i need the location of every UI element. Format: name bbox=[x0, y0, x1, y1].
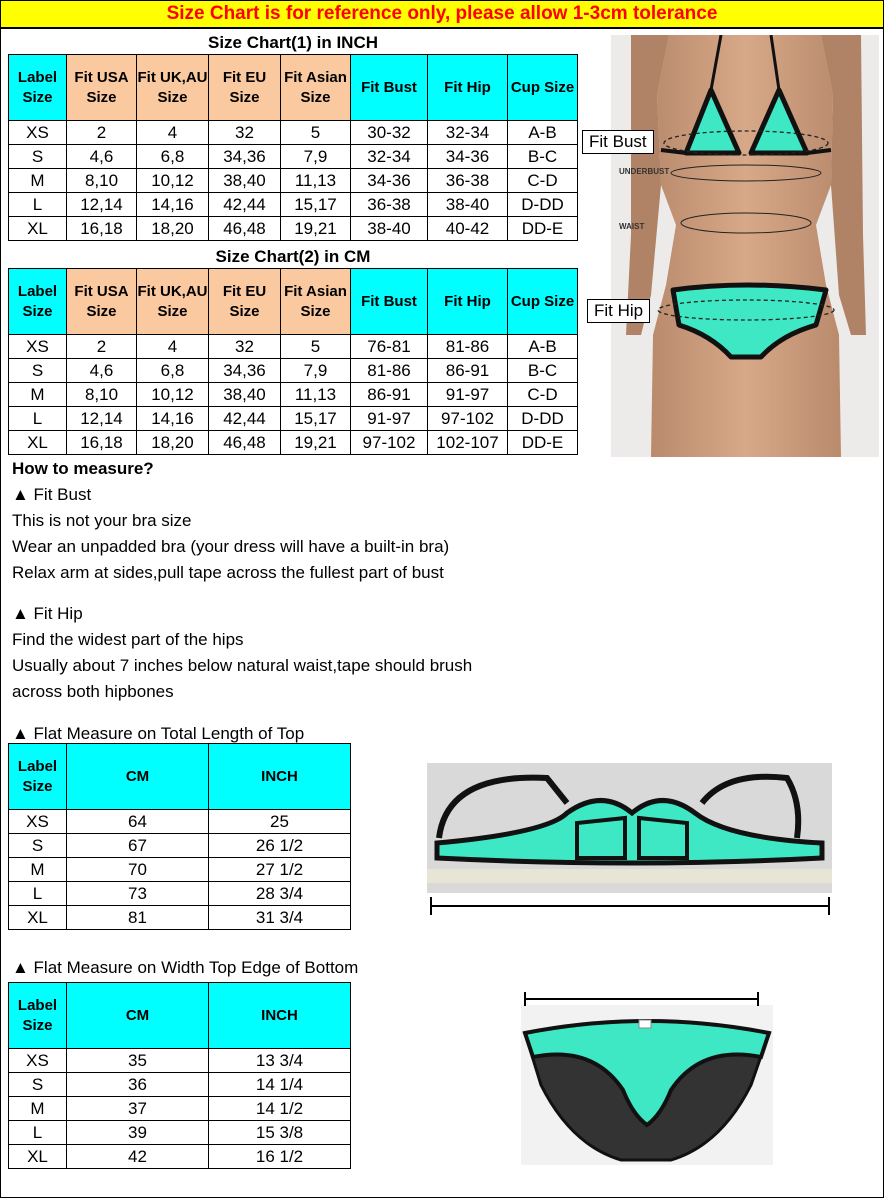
table-row bbox=[9, 217, 578, 241]
underbust-label: UNDERBUST bbox=[619, 167, 670, 176]
column-header: Fit UK,AU Size bbox=[137, 55, 209, 121]
table-cell: 76-81 bbox=[351, 335, 428, 359]
table-cell: 67 bbox=[67, 834, 209, 858]
top-measure-table bbox=[8, 743, 351, 930]
table-cell: M bbox=[9, 383, 67, 407]
column-header: CM bbox=[67, 744, 209, 810]
column-header: Label Size bbox=[9, 983, 67, 1049]
table-row bbox=[9, 383, 578, 407]
table-cell: 34-36 bbox=[428, 145, 508, 169]
table-cell: 7,9 bbox=[281, 145, 351, 169]
table-cell: C-D bbox=[508, 383, 578, 407]
table-cell: 18,20 bbox=[137, 217, 209, 241]
table-row bbox=[9, 810, 351, 834]
top-arrow-end bbox=[828, 897, 830, 915]
column-header: Fit Hip bbox=[428, 269, 508, 335]
table-cell: 15,17 bbox=[281, 407, 351, 431]
table-cell: 73 bbox=[67, 882, 209, 906]
column-header: Label Size bbox=[9, 744, 67, 810]
table-cell: 14 1/4 bbox=[209, 1073, 351, 1097]
table-row bbox=[9, 882, 351, 906]
fit-bust-callout: Fit Bust bbox=[582, 130, 654, 154]
table-cell: L bbox=[9, 407, 67, 431]
waist-label: WAIST bbox=[619, 222, 645, 231]
table-cell: B-C bbox=[508, 145, 578, 169]
how-to-heading: How to measure? bbox=[12, 459, 154, 478]
reference-banner: Size Chart is for reference only, please allow 1-3cm tolerance bbox=[0, 0, 884, 29]
table-row bbox=[9, 121, 578, 145]
table-cell: 86-91 bbox=[351, 383, 428, 407]
table-cell: 16 1/2 bbox=[209, 1145, 351, 1169]
hip-line: Usually about 7 inches below natural waist,tape should brush bbox=[12, 656, 473, 675]
table-cell: S bbox=[9, 145, 67, 169]
table-cell: 4 bbox=[137, 335, 209, 359]
table-cell: 7,9 bbox=[281, 359, 351, 383]
table-cell: 15,17 bbox=[281, 193, 351, 217]
table-cell: 37 bbox=[67, 1097, 209, 1121]
table-cell: DD-E bbox=[508, 431, 578, 455]
top-arrow-end bbox=[430, 897, 432, 915]
table-cell: 30-32 bbox=[351, 121, 428, 145]
table-cell: 42,44 bbox=[209, 193, 281, 217]
table-cell: D-DD bbox=[508, 193, 578, 217]
table-cell: 70 bbox=[67, 858, 209, 882]
table-cell: 86-91 bbox=[428, 359, 508, 383]
table-cell: L bbox=[9, 193, 67, 217]
table-cell: 81-86 bbox=[351, 359, 428, 383]
table-row bbox=[9, 834, 351, 858]
table-cell: 97-102 bbox=[428, 407, 508, 431]
table-cell: 42 bbox=[67, 1145, 209, 1169]
table-cell: A-B bbox=[508, 335, 578, 359]
table-cell: 27 1/2 bbox=[209, 858, 351, 882]
column-header: Fit EU Size bbox=[209, 269, 281, 335]
table-cell: 14,16 bbox=[137, 193, 209, 217]
top-length-arrow bbox=[431, 905, 829, 907]
table-cell: 19,21 bbox=[281, 431, 351, 455]
table-cell: 15 3/8 bbox=[209, 1121, 351, 1145]
table-cell: 46,48 bbox=[209, 431, 281, 455]
table-cell: S bbox=[9, 1073, 67, 1097]
hip-line: Find the widest part of the hips bbox=[12, 630, 244, 649]
table-cell: M bbox=[9, 1097, 67, 1121]
table-cell: 32-34 bbox=[428, 121, 508, 145]
table-cell: 19,21 bbox=[281, 217, 351, 241]
table-cell: 12,14 bbox=[67, 407, 137, 431]
table-cell: 32 bbox=[209, 121, 281, 145]
bikini-bottom-illustration bbox=[521, 1005, 773, 1165]
column-header: Label Size bbox=[9, 269, 67, 335]
bottom-measure-table bbox=[8, 982, 351, 1169]
table-cell: 38-40 bbox=[428, 193, 508, 217]
column-header: Label Size bbox=[9, 55, 67, 121]
table-cell: 34,36 bbox=[209, 145, 281, 169]
table-cell: L bbox=[9, 1121, 67, 1145]
table-cell: 28 3/4 bbox=[209, 882, 351, 906]
bikini-bottom-photo bbox=[521, 1005, 773, 1165]
table-cell: 38,40 bbox=[209, 383, 281, 407]
table-cell: B-C bbox=[508, 359, 578, 383]
table-row bbox=[9, 407, 578, 431]
table-cell: 4,6 bbox=[67, 359, 137, 383]
table-cell: D-DD bbox=[508, 407, 578, 431]
table-cell: 34,36 bbox=[209, 359, 281, 383]
table-cell: 36-38 bbox=[351, 193, 428, 217]
bust-line: This is not your bra size bbox=[12, 511, 192, 530]
table-row bbox=[9, 335, 578, 359]
model-photo bbox=[611, 35, 879, 457]
table-cell: 38-40 bbox=[351, 217, 428, 241]
top-measure-heading: ▲ Flat Measure on Total Length of Top bbox=[12, 724, 305, 743]
table-cell: 14 1/2 bbox=[209, 1097, 351, 1121]
column-header: CM bbox=[67, 983, 209, 1049]
table-cell: 4 bbox=[137, 121, 209, 145]
table-cell: XS bbox=[9, 121, 67, 145]
table-cell: 102-107 bbox=[428, 431, 508, 455]
table-cell: 31 3/4 bbox=[209, 906, 351, 930]
table-cell: A-B bbox=[508, 121, 578, 145]
table-cell: 32-34 bbox=[351, 145, 428, 169]
table-cell: XL bbox=[9, 906, 67, 930]
table-cell: 25 bbox=[209, 810, 351, 834]
table-cell: 91-97 bbox=[428, 383, 508, 407]
bust-line: Relax arm at sides,pull tape across the fullest part of bust bbox=[12, 563, 444, 582]
table-cell: 5 bbox=[281, 335, 351, 359]
table-cell: 8,10 bbox=[67, 169, 137, 193]
inch-chart-title: Size Chart(1) in INCH bbox=[207, 33, 379, 52]
hip-line: across both hipbones bbox=[12, 682, 174, 701]
table-cell: XS bbox=[9, 810, 67, 834]
table-row bbox=[9, 1145, 351, 1169]
table-cell: 26 1/2 bbox=[209, 834, 351, 858]
table-cell: 14,16 bbox=[137, 407, 209, 431]
table-cell: 2 bbox=[67, 335, 137, 359]
table-cell: 8,10 bbox=[67, 383, 137, 407]
table-cell: 36-38 bbox=[428, 169, 508, 193]
table-cell: 18,20 bbox=[137, 431, 209, 455]
table-cell: DD-E bbox=[508, 217, 578, 241]
table-cell: 64 bbox=[67, 810, 209, 834]
table-cell: 11,13 bbox=[281, 383, 351, 407]
table-cell: 36 bbox=[67, 1073, 209, 1097]
table-row bbox=[9, 145, 578, 169]
table-cell: 10,12 bbox=[137, 169, 209, 193]
bust-heading: ▲ Fit Bust bbox=[12, 485, 92, 504]
table-cell: 81-86 bbox=[428, 335, 508, 359]
column-header: INCH bbox=[209, 983, 351, 1049]
table-row bbox=[9, 858, 351, 882]
table-row bbox=[9, 359, 578, 383]
table-cell: 12,14 bbox=[67, 193, 137, 217]
model-illustration bbox=[611, 35, 879, 457]
table-row bbox=[9, 169, 578, 193]
fit-hip-callout: Fit Hip bbox=[587, 299, 650, 323]
bust-line: Wear an unpadded bra (your dress will have a built-in bra) bbox=[12, 537, 450, 556]
column-header: Fit Hip bbox=[428, 55, 508, 121]
bottom-measure-heading: ▲ Flat Measure on Width Top Edge of Bottom bbox=[12, 958, 359, 977]
column-header: Fit EU Size bbox=[209, 55, 281, 121]
column-header: Fit Asian Size bbox=[281, 55, 351, 121]
column-header: Fit USA Size bbox=[67, 269, 137, 335]
table-cell: S bbox=[9, 359, 67, 383]
table-cell: 40-42 bbox=[428, 217, 508, 241]
table-row bbox=[9, 431, 578, 455]
table-row bbox=[9, 1097, 351, 1121]
table-cell: XS bbox=[9, 335, 67, 359]
table-cell: 6,8 bbox=[137, 359, 209, 383]
table-row bbox=[9, 1049, 351, 1073]
column-header: Fit Asian Size bbox=[281, 269, 351, 335]
table-cell: M bbox=[9, 858, 67, 882]
table-cell: 16,18 bbox=[67, 431, 137, 455]
column-header: Fit Bust bbox=[351, 269, 428, 335]
table-cell: 39 bbox=[67, 1121, 209, 1145]
table-cell: 4,6 bbox=[67, 145, 137, 169]
column-header: Cup Size bbox=[508, 55, 578, 121]
cm-chart-title: Size Chart(2) in CM bbox=[215, 247, 371, 266]
table-cell: 34-36 bbox=[351, 169, 428, 193]
table-cell: XL bbox=[9, 1145, 67, 1169]
table-cell: M bbox=[9, 169, 67, 193]
table-cell: 10,12 bbox=[137, 383, 209, 407]
table-cell: 13 3/4 bbox=[209, 1049, 351, 1073]
table-cell: 16,18 bbox=[67, 217, 137, 241]
table-row bbox=[9, 1121, 351, 1145]
table-cell: 32 bbox=[209, 335, 281, 359]
bikini-top-illustration bbox=[427, 763, 832, 893]
cm-size-table bbox=[8, 268, 578, 455]
table-cell: 2 bbox=[67, 121, 137, 145]
table-cell: C-D bbox=[508, 169, 578, 193]
table-cell: 91-97 bbox=[351, 407, 428, 431]
table-cell: 38,40 bbox=[209, 169, 281, 193]
table-cell: XL bbox=[9, 431, 67, 455]
table-cell: XS bbox=[9, 1049, 67, 1073]
table-cell: 11,13 bbox=[281, 169, 351, 193]
table-cell: 46,48 bbox=[209, 217, 281, 241]
table-cell: 6,8 bbox=[137, 145, 209, 169]
column-header: INCH bbox=[209, 744, 351, 810]
table-cell: 97-102 bbox=[351, 431, 428, 455]
column-header: Cup Size bbox=[508, 269, 578, 335]
column-header: Fit UK,AU Size bbox=[137, 269, 209, 335]
table-cell: L bbox=[9, 882, 67, 906]
column-header: Fit Bust bbox=[351, 55, 428, 121]
table-cell: 42,44 bbox=[209, 407, 281, 431]
table-row bbox=[9, 1073, 351, 1097]
table-row bbox=[9, 193, 578, 217]
bottom-arrow-end bbox=[524, 992, 526, 1006]
bottom-width-arrow bbox=[525, 998, 758, 1000]
bikini-top-photo bbox=[427, 763, 832, 893]
table-cell: XL bbox=[9, 217, 67, 241]
column-header: Fit USA Size bbox=[67, 55, 137, 121]
table-cell: 81 bbox=[67, 906, 209, 930]
bottom-arrow-end bbox=[757, 992, 759, 1006]
table-cell: S bbox=[9, 834, 67, 858]
table-cell: 5 bbox=[281, 121, 351, 145]
hip-heading: ▲ Fit Hip bbox=[12, 604, 83, 623]
inch-size-table bbox=[8, 54, 578, 241]
table-cell: 35 bbox=[67, 1049, 209, 1073]
table-row bbox=[9, 906, 351, 930]
